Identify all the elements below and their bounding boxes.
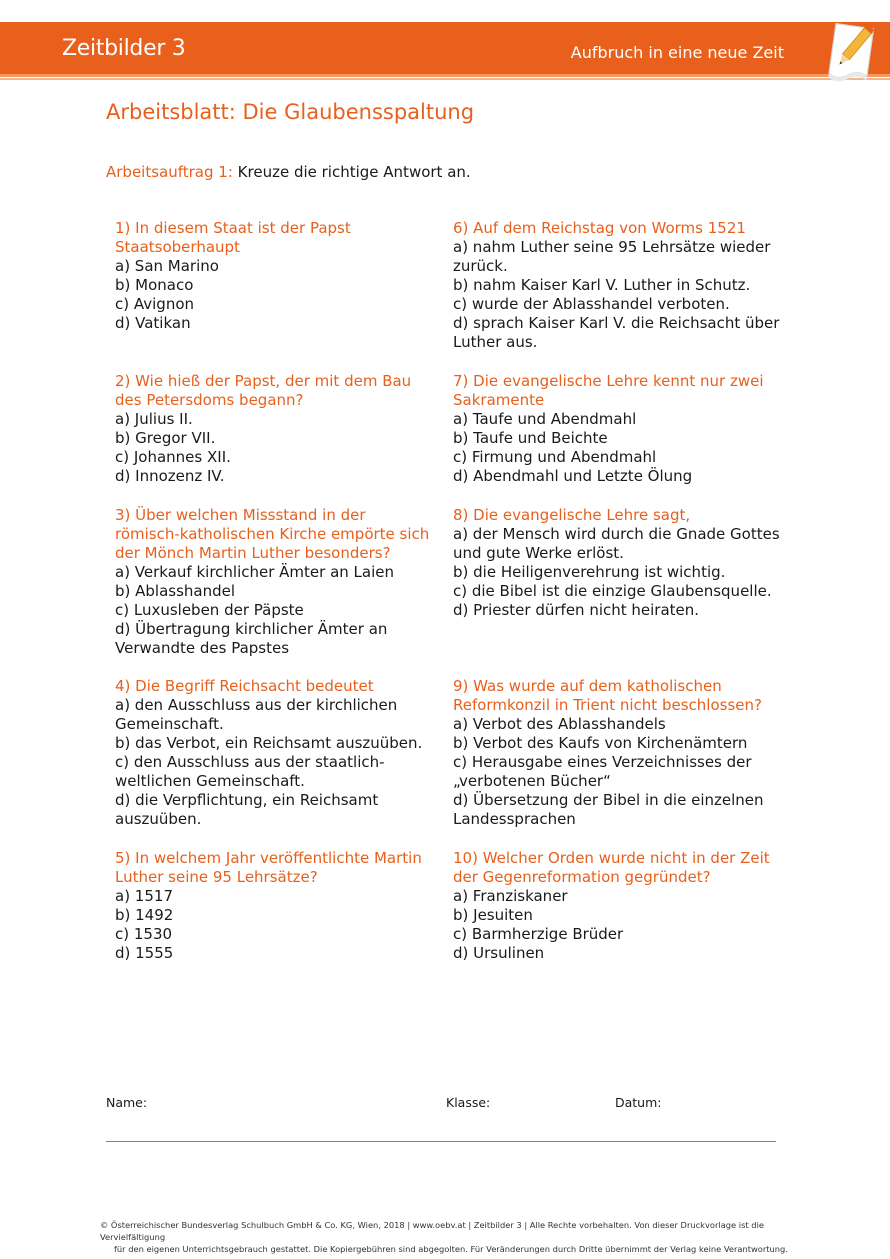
- pencil-paper-icon: [820, 18, 882, 88]
- task-instruction: [106, 163, 471, 181]
- task-label: Arbeitsauftrag 1:: [106, 163, 233, 181]
- question-block: [115, 219, 445, 333]
- question-text: Sakramente: [453, 391, 545, 409]
- answer-option[interactable]: a) Julius II.: [115, 410, 193, 428]
- question-text: 1) In diesem Staat ist der Papst: [115, 219, 351, 237]
- answer-option[interactable]: zurück.: [453, 257, 508, 275]
- answer-option[interactable]: weltlichen Gemeinschaft.: [115, 772, 305, 790]
- header-stripe-light: [0, 78, 890, 80]
- question-text: 8) Die evangelische Lehre sagt,: [453, 506, 691, 524]
- question-block: [115, 372, 445, 486]
- question-block: [115, 677, 445, 829]
- answer-option[interactable]: b) nahm Kaiser Karl V. Luther in Schutz.: [453, 276, 751, 294]
- question-block: [115, 506, 445, 658]
- answer-option[interactable]: b) Taufe und Beichte: [453, 429, 608, 447]
- question-text: des Petersdoms begann?: [115, 391, 304, 409]
- question-text: 3) Über welchen Missstand in der: [115, 506, 366, 524]
- answer-option[interactable]: d) sprach Kaiser Karl V. die Reichsacht über: [453, 314, 780, 332]
- copyright-notice: [100, 1219, 790, 1255]
- answer-option[interactable]: Verwandte des Papstes: [115, 639, 290, 657]
- class-label: Klasse:: [446, 1095, 491, 1110]
- answer-option[interactable]: a) Franziskaner: [453, 887, 568, 905]
- answer-option[interactable]: b) Ablasshandel: [115, 582, 236, 600]
- answer-option[interactable]: b) Monaco: [115, 276, 194, 294]
- question-block: [453, 849, 783, 963]
- answer-option[interactable]: b) Verbot des Kaufs von Kirchenämtern: [453, 734, 748, 752]
- brand-title: Zeitbilder 3: [62, 36, 186, 61]
- answer-option[interactable]: d) Innozenz IV.: [115, 467, 225, 485]
- answer-option[interactable]: a) der Mensch wird durch die Gnade Gottes: [453, 525, 780, 543]
- answer-option[interactable]: a) 1517: [115, 887, 173, 905]
- answer-option[interactable]: a) Verkauf kirchlicher Ämter an Laien: [115, 563, 395, 581]
- answer-option[interactable]: a) den Ausschluss aus der kirchlichen: [115, 696, 398, 714]
- question-block: [453, 506, 783, 620]
- answer-option[interactable]: c) wurde der Ablasshandel verboten.: [453, 295, 730, 313]
- answer-option[interactable]: a) San Marino: [115, 257, 219, 275]
- question-text: 2) Wie hieß der Papst, der mit dem Bau: [115, 372, 412, 390]
- answer-option[interactable]: b) Jesuiten: [453, 906, 533, 924]
- answer-option[interactable]: c) Johannes XII.: [115, 448, 231, 466]
- answer-option[interactable]: c) 1530: [115, 925, 173, 943]
- answer-option[interactable]: Luther aus.: [453, 333, 538, 351]
- answer-option[interactable]: c) den Ausschluss aus der staatlich-: [115, 753, 385, 771]
- answer-option[interactable]: b) die Heiligenverehrung ist wichtig.: [453, 563, 726, 581]
- answer-option[interactable]: d) 1555: [115, 944, 174, 962]
- answer-option[interactable]: d) Ursulinen: [453, 944, 545, 962]
- question-text: der Mönch Martin Luther besonders?: [115, 544, 391, 562]
- answer-option[interactable]: c) Avignon: [115, 295, 195, 313]
- question-text: 5) In welchem Jahr veröffentlichte Martin: [115, 849, 422, 867]
- answer-option[interactable]: a) Verbot des Ablasshandels: [453, 715, 666, 733]
- question-block: [115, 849, 445, 963]
- answer-option[interactable]: Gemeinschaft.: [115, 715, 224, 733]
- task-text: Kreuze die richtige Antwort an.: [237, 163, 471, 181]
- question-text: Staatsoberhaupt: [115, 238, 240, 256]
- answer-option[interactable]: d) Übertragung kirchlicher Ämter an: [115, 620, 388, 638]
- name-label: Name:: [106, 1095, 148, 1110]
- answer-option[interactable]: und gute Werke erlöst.: [453, 544, 624, 562]
- header-stripe: [0, 74, 890, 77]
- question-block: [453, 372, 783, 486]
- question-text: 7) Die evangelische Lehre kennt nur zwei: [453, 372, 764, 390]
- answer-option[interactable]: b) 1492: [115, 906, 174, 924]
- answer-option[interactable]: c) die Bibel ist die einzige Glaubensquelle.: [453, 582, 772, 600]
- question-text: 4) Die Begriff Reichsacht bedeutet: [115, 677, 374, 695]
- answer-option[interactable]: b) Gregor VII.: [115, 429, 216, 447]
- answer-option[interactable]: c) Herausgabe eines Verzeichnisses der: [453, 753, 752, 771]
- answer-option[interactable]: d) Priester dürfen nicht heiraten.: [453, 601, 700, 619]
- question-text: 6) Auf dem Reichstag von Worms 1521: [453, 219, 746, 237]
- answer-option[interactable]: d) Vatikan: [115, 314, 191, 332]
- answer-option[interactable]: Landessprachen: [453, 810, 576, 828]
- worksheet-title: Arbeitsblatt: Die Glaubensspaltung: [106, 100, 475, 124]
- header-subtitle: Aufbruch in eine neue Zeit: [570, 43, 784, 62]
- answer-option[interactable]: auszuüben.: [115, 810, 202, 828]
- question-block: [453, 677, 783, 829]
- question-text: 9) Was wurde auf dem katholischen: [453, 677, 722, 695]
- answer-option[interactable]: d) Übersetzung der Bibel in die einzelnen: [453, 791, 764, 809]
- signature-line: [106, 1141, 776, 1142]
- answer-option[interactable]: d) Abendmahl und Letzte Ölung: [453, 467, 693, 485]
- answer-option[interactable]: a) Taufe und Abendmahl: [453, 410, 637, 428]
- copyright-line-1: © Österreichischer Bundesverlag Schulbuch GmbH & Co. KG, Wien, 2018 | www.oebv.at | Zeitbilder 3 | Alle Rechte vorbehalten. Von dieser Druckvorlage ist die Vervielfältigung: [100, 1220, 764, 1242]
- answer-option[interactable]: c) Luxusleben der Päpste: [115, 601, 304, 619]
- question-text: Reformkonzil in Trient nicht beschlossen?: [453, 696, 762, 714]
- question-text: römisch-katholischen Kirche empörte sich: [115, 525, 430, 543]
- answer-option[interactable]: a) nahm Luther seine 95 Lehrsätze wieder: [453, 238, 771, 256]
- answer-option[interactable]: b) das Verbot, ein Reichsamt auszuüben.: [115, 734, 423, 752]
- question-block: [453, 219, 783, 352]
- question-text: Luther seine 95 Lehrsätze?: [115, 868, 318, 886]
- question-text: der Gegenreformation gegründet?: [453, 868, 711, 886]
- answer-option[interactable]: d) die Verpflichtung, ein Reichsamt: [115, 791, 379, 809]
- copyright-line-2: für den eigenen Unterrichtsgebrauch gestattet. Die Kopiergebühren sind abgegolten. Für Veränderungen durch Dritte übernimmt der Verlag keine Verantwortung.: [114, 1244, 788, 1254]
- answer-option[interactable]: c) Barmherzige Brüder: [453, 925, 624, 943]
- date-label: Datum:: [615, 1095, 662, 1110]
- answer-option[interactable]: c) Firmung und Abendmahl: [453, 448, 657, 466]
- answer-option[interactable]: „verbotenen Bücher“: [453, 772, 611, 790]
- question-text: 10) Welcher Orden wurde nicht in der Zeit: [453, 849, 770, 867]
